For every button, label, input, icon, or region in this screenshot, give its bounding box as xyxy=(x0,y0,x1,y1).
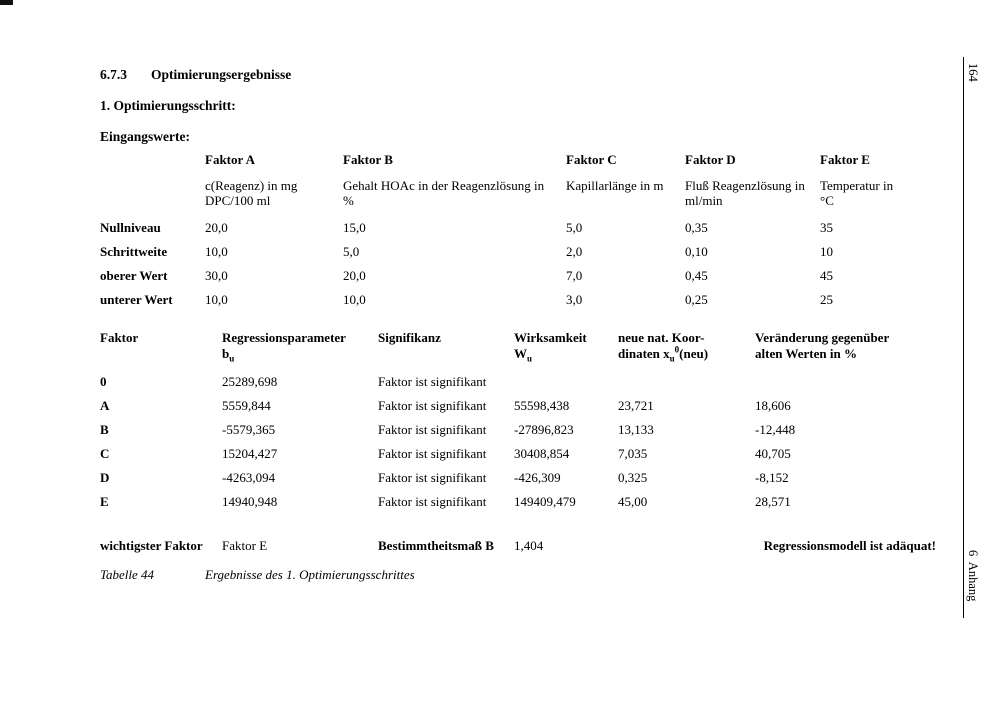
column-header-regressionsparameter: Regressionsparameter $b_u$ xyxy=(222,330,346,364)
caption-text: Ergebnisse des 1. Optimierungsschrittes xyxy=(205,567,415,582)
delta-value: 18,606 xyxy=(755,398,791,413)
x-value: 23,721 xyxy=(618,398,654,413)
delta-value: 28,571 xyxy=(755,494,791,509)
cell-value: 0,35 xyxy=(685,220,708,235)
b-value: -5579,365 xyxy=(222,422,276,437)
cell-value: 15,0 xyxy=(343,220,366,235)
row-label: unterer Wert xyxy=(100,292,173,307)
factor-cell: C xyxy=(100,446,110,461)
most-important-factor-label: wichtigster Faktor xyxy=(100,538,203,553)
factor-header-d: Faktor D xyxy=(685,152,736,167)
signifikanz-cell: Faktor ist signifikant xyxy=(378,422,487,437)
x-value xyxy=(618,374,755,398)
summary-row xyxy=(100,538,940,554)
factor-description-b-text: Gehalt HOAc in der Reagenzlösung in % xyxy=(343,178,545,208)
signifikanz-cell: Faktor ist signifikant xyxy=(378,470,487,485)
input-row-schrittweite xyxy=(100,244,940,268)
b-value: 25289,698 xyxy=(222,374,278,389)
step-heading: 1. Optimierungsschritt: xyxy=(100,98,236,113)
input-table-description-row xyxy=(100,178,940,220)
factor-header-a: Faktor A xyxy=(205,152,255,167)
w-value: -426,309 xyxy=(514,470,561,485)
factor-description-d: Fluß Reagenzlösung in ml/min xyxy=(685,178,805,208)
column-header-signifikanz: Signifikanz xyxy=(378,330,441,345)
factor-header-c: Faktor C xyxy=(566,152,617,167)
cell-value: 0,45 xyxy=(685,268,708,283)
cell-value: 10 xyxy=(820,244,833,259)
cell-value: 2,0 xyxy=(566,244,583,259)
cell-value: 10,0 xyxy=(205,244,228,259)
margin-rule xyxy=(963,57,964,618)
column-header-veraenderung: Veränderung gegenüber alten Werten in % xyxy=(755,330,890,361)
input-values-label: Eingangswerte: xyxy=(100,129,190,144)
x-value: 7,035 xyxy=(618,446,648,461)
model-adequacy-statement: Regressionsmodell ist adäquat! xyxy=(763,538,936,553)
factor-description-e xyxy=(820,178,940,220)
w-value: -27896,823 xyxy=(514,422,574,437)
column-header-koordinaten: neue nat. Koor- dinaten $x_u^0(neu)$ xyxy=(618,330,709,364)
cell-value: 35 xyxy=(820,220,833,235)
results-row-b xyxy=(100,422,940,446)
w-value: 149409,479 xyxy=(514,494,576,509)
section-heading xyxy=(100,66,291,83)
results-table-header-row xyxy=(100,330,940,374)
results-row-0 xyxy=(100,374,940,398)
delta-value: 40,705 xyxy=(755,446,791,461)
delta-value: -8,152 xyxy=(755,470,789,485)
b-value: 15204,427 xyxy=(222,446,278,461)
bestimmtheitsmass-label: Bestimmtheitsmaß B xyxy=(378,538,494,553)
b-value: -4263,094 xyxy=(222,470,276,485)
factor-header-b: Faktor B xyxy=(343,152,393,167)
results-row-d xyxy=(100,470,940,494)
most-important-factor-value: Faktor E xyxy=(222,538,268,553)
factor-cell: A xyxy=(100,398,110,413)
x-value: 0,325 xyxy=(618,470,648,485)
results-row-e xyxy=(100,494,940,518)
cell-value: 45 xyxy=(820,268,833,283)
delta-value xyxy=(755,374,940,398)
input-table-header-row xyxy=(100,152,940,178)
results-row-c xyxy=(100,446,940,470)
cell-value: 20,0 xyxy=(343,268,366,283)
cell-value: 7,0 xyxy=(566,268,583,283)
input-row-oberer-wert xyxy=(100,268,940,292)
blank-cell xyxy=(100,152,205,178)
results-table xyxy=(100,330,940,518)
factor-cell: E xyxy=(100,494,109,509)
cell-value: 3,0 xyxy=(566,292,583,307)
cell-value: 30,0 xyxy=(205,268,228,283)
x-value: 13,133 xyxy=(618,422,654,437)
cell-value: 5,0 xyxy=(343,244,360,259)
section-number: 6.7.3 xyxy=(100,67,127,82)
cell-value: 20,0 xyxy=(205,220,228,235)
table-caption xyxy=(100,567,415,583)
page-number: 164 xyxy=(966,63,980,82)
b-value: 5559,844 xyxy=(222,398,271,413)
signifikanz-cell: Faktor ist signifikant xyxy=(378,494,487,509)
bestimmtheitsmass-value: 1,404 xyxy=(514,538,544,553)
scan-artifact xyxy=(0,0,13,5)
factor-cell: D xyxy=(100,470,110,485)
chapter-label: 6 Anhang xyxy=(966,550,980,602)
factor-description-b xyxy=(343,178,566,220)
w-value: 55598,438 xyxy=(514,398,570,413)
section-title: Optimierungsergebnisse xyxy=(151,67,292,82)
input-table xyxy=(100,152,940,316)
signifikanz-cell: Faktor ist signifikant xyxy=(378,398,487,413)
cell-value: 5,0 xyxy=(566,220,583,235)
delta-value: -12,448 xyxy=(755,422,796,437)
row-label: Schrittweite xyxy=(100,244,168,259)
column-header-faktor: Faktor xyxy=(100,330,139,345)
factor-description-e-text: Temperatur in °C xyxy=(820,178,894,208)
factor-cell: 0 xyxy=(100,374,107,389)
b-value: 14940,948 xyxy=(222,494,278,509)
row-label: oberer Wert xyxy=(100,268,168,283)
factor-description-a: c(Reagenz) in mg DPC/100 ml xyxy=(205,178,298,208)
signifikanz-cell: Faktor ist signifikant xyxy=(378,446,487,461)
cell-value: 0,25 xyxy=(685,292,708,307)
factor-description-c: Kapillarlänge in m xyxy=(566,178,664,193)
x-value: 45,00 xyxy=(618,494,648,509)
factor-header-e: Faktor E xyxy=(820,152,870,167)
cell-value: 10,0 xyxy=(205,292,228,307)
cell-value: 10,0 xyxy=(343,292,366,307)
cell-value: 0,10 xyxy=(685,244,708,259)
input-row-unterer-wert xyxy=(100,292,940,316)
row-label: Nullniveau xyxy=(100,220,161,235)
cell-value: 25 xyxy=(820,292,833,307)
input-row-nullniveau xyxy=(100,220,940,244)
results-row-a xyxy=(100,398,940,422)
caption-label: Tabelle 44 xyxy=(100,567,155,582)
w-value xyxy=(514,374,618,398)
w-value: 30408,854 xyxy=(514,446,570,461)
blank-cell xyxy=(100,178,205,220)
signifikanz-cell: Faktor ist signifikant xyxy=(378,374,487,389)
column-header-wirksamkeit: Wirksamkeit $W_u$ xyxy=(514,330,587,364)
factor-cell: B xyxy=(100,422,109,437)
